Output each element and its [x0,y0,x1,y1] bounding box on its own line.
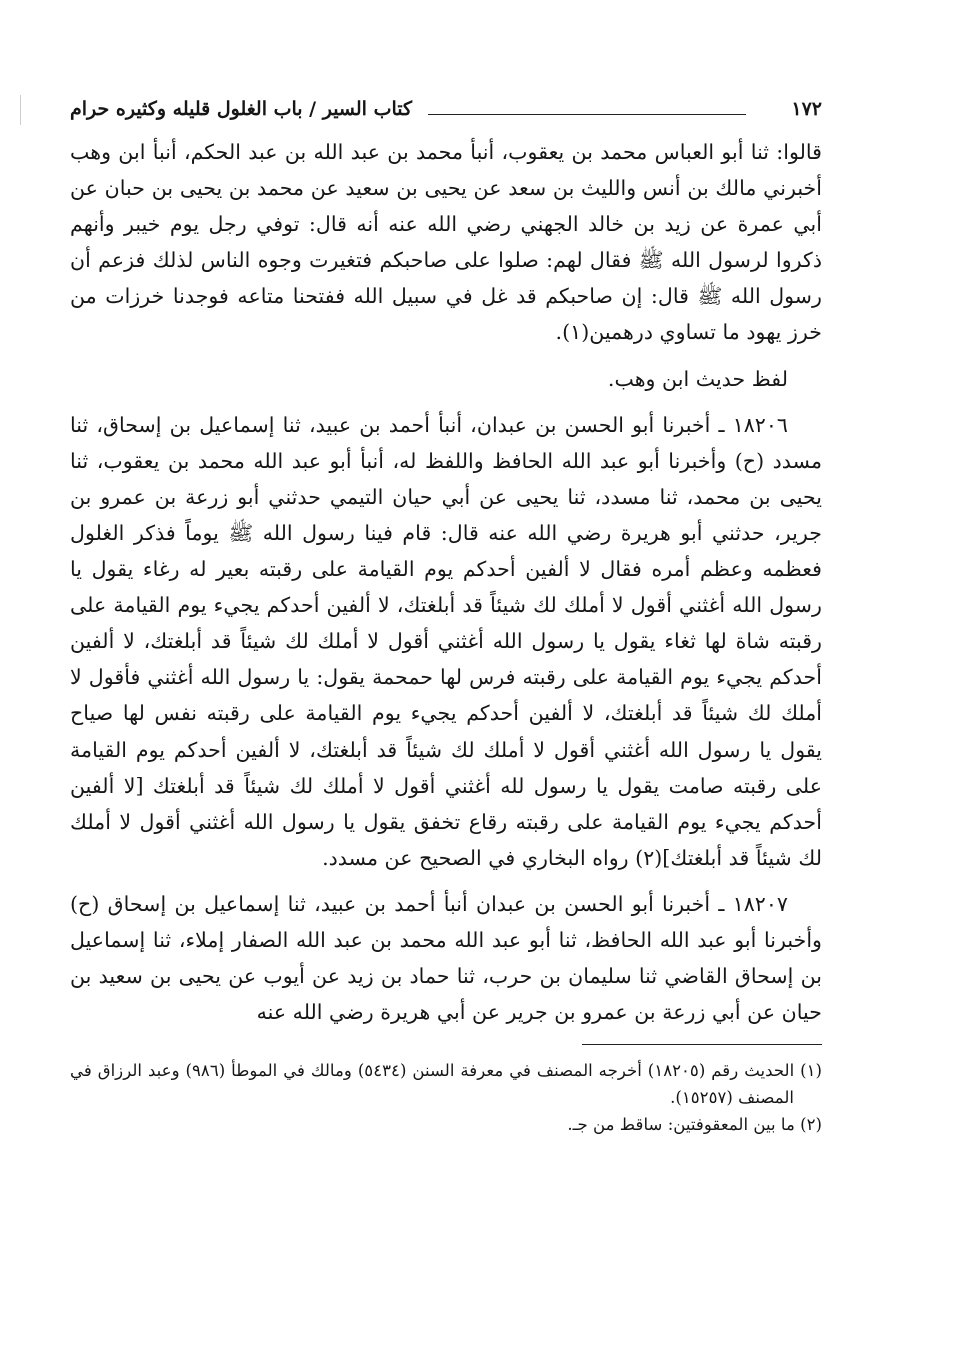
footnote-rule [582,1044,822,1045]
paragraph-hadith-18206: ١٨٢٠٦ ـ أخبرنا أبو الحسن بن عبدان، أنبأ أحمد بن عبيد، ثنا إسماعيل بن إسحاق، ثنا مسدد (ح) وأخبرنا أبو عبد الله الحافظ واللفظ له، أنبأ أبو عبد الله محمد بن يعقوب، ثنا يحيى بن محمد، ثنا مسدد، ثنا يحيى عن أبي حيان التيمي حدثني أبو زرعة بن عمرو بن جرير، حدثني أبو هريرة رضي الله عنه قال: قام فينا رسول الله ﷺ يوماً فذكر الغلول فعظمه وعظم أمره فقال لا ألفين أحدكم يوم القيامة على رقبته بعير له رغاء يقول يا رسول الله أغثني أقول لا أملك لك شيئاً قد أبلغتك، لا ألفين أحدكم يجيء يوم القيامة على رقبته شاة لها ثغاء يقول يا رسول الله أغثني أقول لا أملك لك شيئاً قد أبلغتك، لا ألفين أحدكم يجيء يوم القيامة على رقبته فرس لها حمحمة يقول: يا رسول الله أغثني فأقول لا أملك لك شيئاً قد أبلغتك، لا ألفين أحدكم يجيء يوم القيامة على رقبته نفس لها صياح يقول يا رسول الله أغثني أقول لا أملك لك شيئاً قد أبلغتك، لا ألفين أحدكم يوم القيامة على رقبته صامت يقول يا رسول لله أغثني أقول لا أملك لك شيئاً قد أبلغتك [لا ألفين أحدكم يجيء يوم القيامة على رقبته رقاع تخفق يقول يا رسول الله أغثني أقول لا أملك لك شيئاً قد أبلغتك](٢) رواه البخاري في الصحيح عن مسدد. [70,412,822,870]
footnote-1: (١) الحديث رقم (١٨٢٠٥) أخرجه المصنف في معرفة السنن (٥٤٣٤) ومالك في الموطأ (٩٨٦) وعبد الرزاق في المصنف (١٥٢٥٧). [70,1061,823,1108]
paragraph-hadith-18205-continued: قالوا: ثنا أبو العباس محمد بن يعقوب، أنبأ محمد بن عبد الله بن عبد الحكم، أنبأ ابن وهب أخبرني مالك بن أنس والليث بن سعد عن يحيى بن سعيد عن محمد بن يحيى بن حبان عن أبي عمرة عن زيد بن خالد الجهني رضي الله عنه أنه قال: توفي رجل يوم خيبر وأنهم ذكروا لرسول الله ﷺ فقال لهم: صلوا على صاحبكم فتغيرت وجوه الناس لذلك فزعم أن رسول الله ﷺ قال: إن صاحبكم قد غل في سبيل الله ففتحنا متاعه فوجدنا خرزات من خرز يهود ما تساوي درهمين(١). [70,140,822,345]
running-title: كتاب السير / باب الغلول قليله وكثيره حرام [70,98,413,120]
paragraph-wording-note: لفظ حديث ابن وهب. [607,366,788,391]
book-page [70,92,822,1138]
header-rule [428,114,746,115]
footnotes [70,1057,822,1138]
page-number: ١٧٢ [791,98,822,120]
footnote-2: (٢) ما بين المعقوفتين: ساقط من جـ. [567,1115,822,1135]
main-text [70,134,822,1030]
page-header [70,92,822,126]
margin-mark [20,95,21,125]
paragraph-hadith-18207: ١٨٢٠٧ ـ أخبرنا أبو الحسن بن عبدان أنبأ أحمد بن عبيد، ثنا إسماعيل بن إسحاق (ح) وأخبرنا أبو عبد الله الحافظ، ثنا أبو عبد الله محمد بن عبد الله الصفار إملاء، ثنا إسماعيل بن إسحاق القاضي ثنا سليمان بن حرب، ثنا حماد بن زيد عن أيوب عن يحيى بن سعيد بن حيان عن أبي زرعة بن عمرو بن جرير عن أبي هريرة رضي الله عنه [70,891,822,1025]
